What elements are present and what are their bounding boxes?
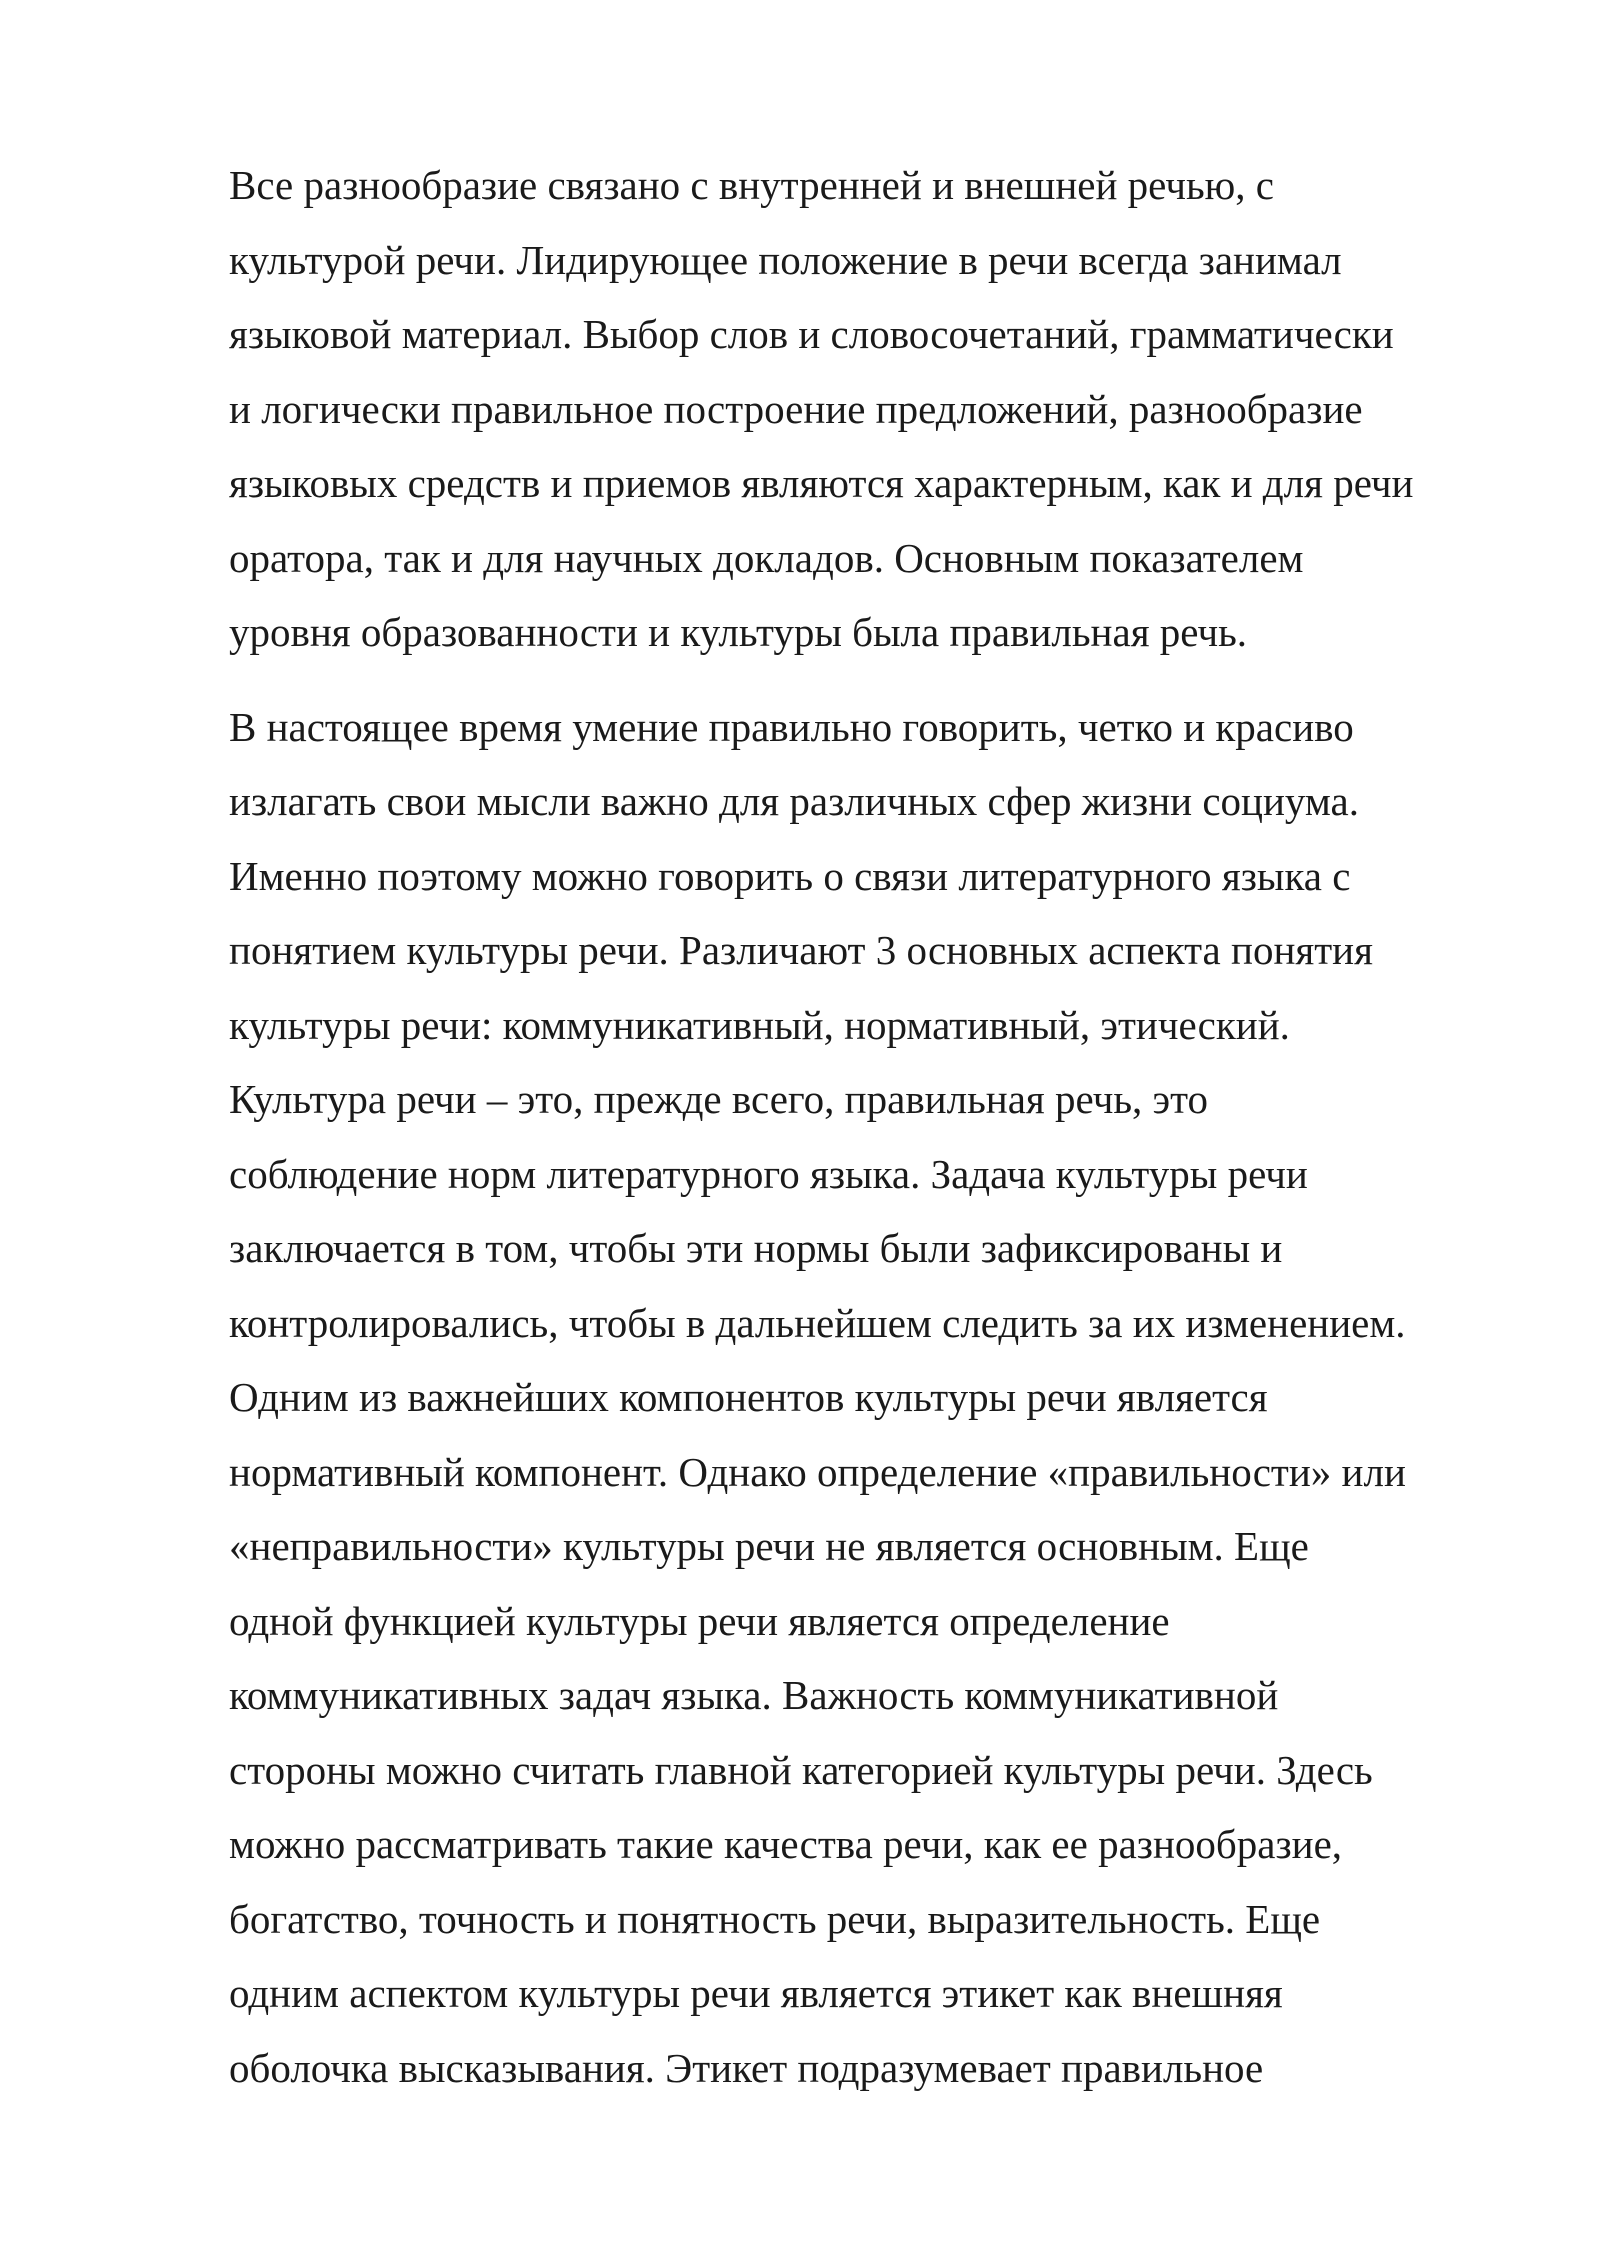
text-line: одним аспектом культуры речи является этикет как внешняя <box>229 1970 1283 2016</box>
text-line: языковой материал. Выбор слов и словосочетаний, грамматически <box>229 311 1394 357</box>
text-line: коммуникативных задач языка. Важность коммуникативной <box>229 1672 1279 1718</box>
text-line: уровня образованности и культуры была правильная речь. <box>229 609 1248 655</box>
text-line: оратора, так и для научных докладов. Основным показателем <box>229 534 1304 581</box>
text-line: понятием культуры речи. Различают 3 основных аспекта понятия <box>229 927 1373 973</box>
text-line: В настоящее время умение правильно говорить, четко и красиво <box>229 703 1354 750</box>
text-line: можно рассматривать такие качества речи, как ее разнообразие, <box>229 1821 1343 1867</box>
paragraph-spacing <box>229 670 1499 690</box>
text-line: стороны можно считать главной категорией культуры речи. Здесь <box>229 1746 1373 1793</box>
text-line: Все разнообразие связано с внутренней и внешней речью, с <box>229 162 1274 208</box>
document-body <box>229 148 1499 2105</box>
text-line: оболочка высказывания. Этикет подразумевает правильное <box>229 2044 1264 2091</box>
text-line: Одним из важнейших компонентов культуры речи является <box>229 1374 1268 1420</box>
text-line: «неправильности» культуры речи не является основным. Еще <box>229 1523 1309 1569</box>
text-line: излагать свои мысли важно для различных сфер жизни социума. <box>229 778 1360 824</box>
text-line: контролировались, чтобы в дальнейшем следить за их изменением. <box>229 1299 1406 1346</box>
text-line: соблюдение норм литературного языка. Задача культуры речи <box>229 1150 1308 1197</box>
text-line: нормативный компонент. Однако определение «правильности» или <box>229 1448 1406 1495</box>
paragraph-2 <box>229 690 1499 2106</box>
text-line: Именно поэтому можно говорить о связи литературного языка с <box>229 852 1351 899</box>
text-line: одной функцией культуры речи является определение <box>229 1597 1170 1644</box>
text-line: языковых средств и приемов являются характерным, как и для речи <box>229 460 1414 506</box>
text-line: Культура речи – это, прежде всего, правильная речь, это <box>229 1076 1208 1122</box>
text-line: заключается в том, чтобы эти нормы были зафиксированы и <box>229 1225 1283 1271</box>
text-line: культуры речи: коммуникативный, нормативный, этический. <box>229 1001 1290 1048</box>
text-line: богатство, точность и понятность речи, выразительность. Еще <box>229 1895 1321 1942</box>
text-line: культурой речи. Лидирующее положение в речи всегда занимал <box>229 236 1342 283</box>
paragraph-1 <box>229 148 1499 670</box>
text-line: и логически правильное построение предложений, разнообразие <box>229 385 1363 432</box>
